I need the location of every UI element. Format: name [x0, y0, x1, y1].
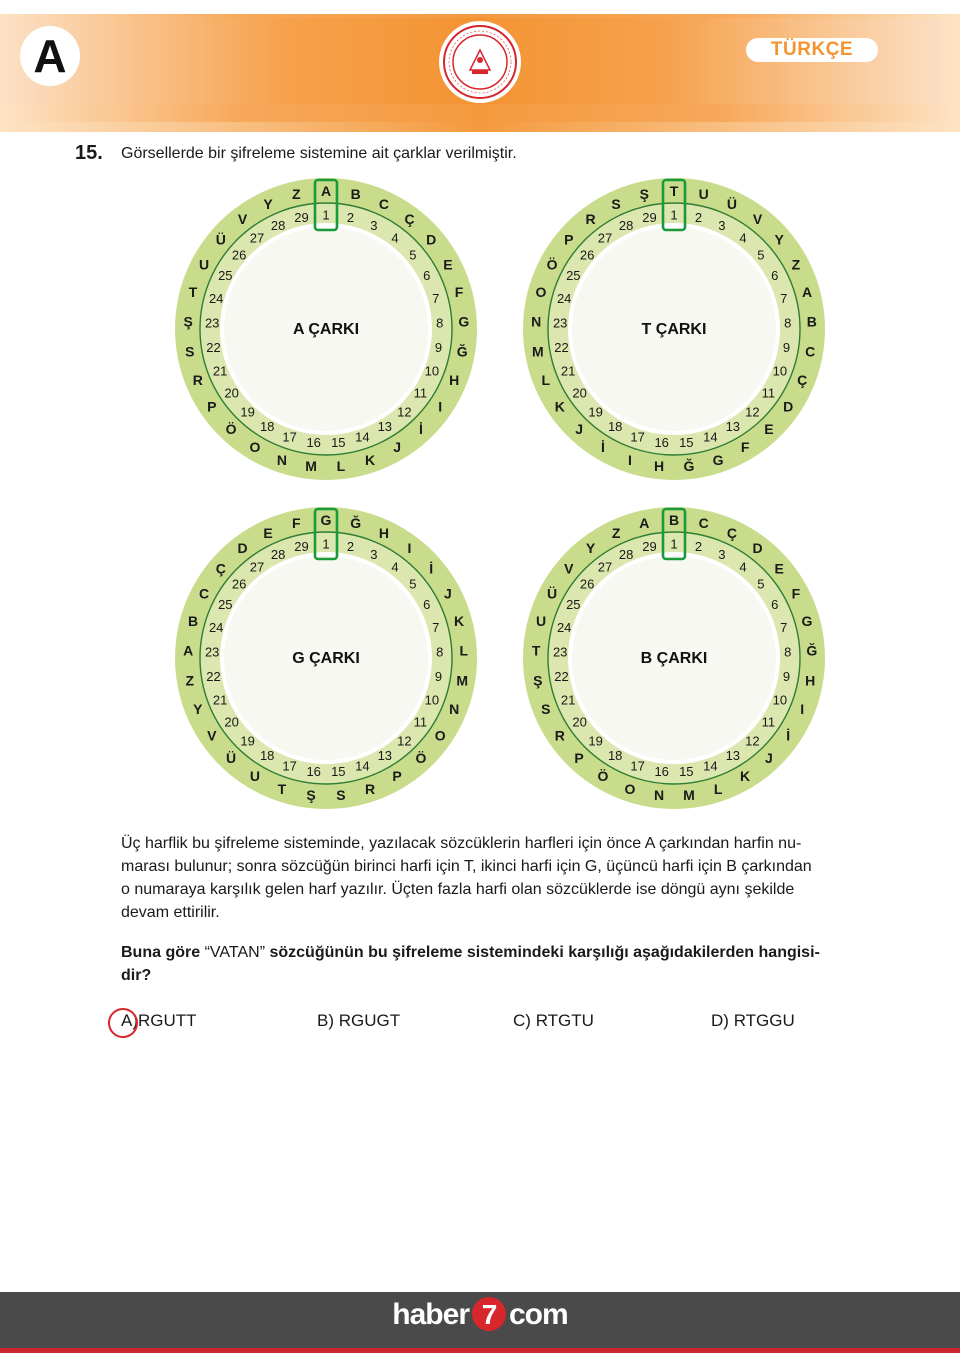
wheel-number: 11: [761, 714, 776, 730]
wheel-letter: Ş: [533, 672, 543, 689]
paragraph-line: o numaraya karşılık gelen harf yazılır. Üçten fazla harfi olan sözcüklerde ise döngü aynı şekilde: [121, 881, 795, 898]
wheel-title: B ÇARKI: [640, 650, 708, 667]
wheel-letter: Ğ: [683, 458, 695, 475]
wheel-letter: Y: [193, 701, 203, 718]
wheel-letter: U: [249, 768, 260, 785]
wheel-number: 8: [436, 644, 444, 660]
wheel-letter: N: [449, 701, 460, 718]
wheel-number: 28: [618, 218, 634, 233]
wheel-letter: S: [611, 195, 621, 212]
wheel-letter: Z: [791, 256, 801, 273]
wheel-letter: Ö: [597, 768, 609, 785]
wheel-number: 18: [607, 419, 623, 435]
wheel-number: 20: [572, 714, 587, 730]
wheel-title: G ÇARKI: [292, 650, 360, 667]
wheel-letter: I: [438, 398, 443, 415]
wheel-letter: O: [434, 727, 446, 744]
wheel-letter: C: [378, 195, 389, 212]
wheel-number: 10: [772, 363, 788, 379]
option-d[interactable]: [711, 1011, 795, 1031]
wheel-letter: V: [237, 211, 248, 228]
wheel-number: 29: [642, 539, 657, 555]
wheel-number: 2: [346, 539, 355, 555]
wheel-letter: B: [350, 186, 361, 203]
wheel-letter: K: [740, 768, 751, 785]
wheel-number: 29: [294, 210, 309, 226]
wheel-number: 22: [554, 339, 569, 355]
prompt-bold-end: sözcüğünün bu şifreleme sistemindeki karşılığı aşağıdakilerden hangisi-: [269, 944, 820, 961]
wheel-number: 6: [423, 268, 431, 284]
wheel-letter: O: [535, 284, 547, 301]
wheel-number: 7: [780, 620, 788, 635]
wheel-number: 17: [630, 758, 645, 774]
cipher-wheel: [523, 178, 825, 480]
wheel-number: 12: [745, 404, 760, 420]
wheel-number: 20: [224, 385, 239, 401]
wheel-title: A ÇARKI: [292, 321, 360, 338]
wheel-letter: P: [564, 231, 574, 248]
wheel-number: 26: [579, 247, 595, 263]
wheel-letter: N: [531, 313, 542, 330]
wheel-number: 29: [642, 210, 657, 226]
option-label: C): [513, 1011, 531, 1030]
wheel-number: 2: [346, 210, 355, 226]
wheel-number: 13: [377, 748, 393, 764]
wheel-letter: C: [698, 515, 709, 532]
wheel-number: 19: [240, 733, 255, 749]
wheel-number: 9: [782, 668, 791, 684]
wheel-letter: Ğ: [350, 515, 362, 532]
wheel-letter: İ: [786, 727, 791, 744]
wheel-letter: T: [188, 284, 198, 301]
option-label: D): [711, 1011, 729, 1030]
wheel-number: 18: [259, 748, 275, 764]
wheel-letter: G: [320, 512, 332, 528]
wheel-number: 4: [739, 230, 747, 246]
wheel-number: 29: [294, 539, 309, 555]
brand-seven: 7: [472, 1297, 506, 1331]
wheel-letter: C: [199, 585, 210, 602]
wheel-letter: K: [365, 451, 376, 468]
wheel-number: 27: [597, 559, 613, 575]
wheel-number: 20: [572, 385, 587, 401]
wheel-number: 23: [552, 644, 568, 660]
wheel-letter: H: [805, 672, 816, 689]
wheel-number: 5: [409, 576, 417, 592]
wheel-number: 23: [552, 315, 568, 331]
wheel-letter: P: [574, 750, 584, 767]
wheel-number: 10: [772, 692, 788, 708]
wheel-letter: A: [183, 642, 194, 659]
wheel-number: 16: [306, 763, 321, 779]
option-text: RGUGT: [338, 1011, 401, 1030]
wheel-number: 12: [397, 404, 412, 420]
wheel-letter: P: [392, 768, 402, 785]
question-intro: Görsellerde bir şifreleme sistemine ait çarklar verilmiştir.: [121, 145, 517, 162]
paragraph-line: devam ettirilir.: [121, 904, 220, 921]
paragraph-line: marası bulunur; sonra sözcüğün birinci harfi için T, ikinci harfi için G, üçüncü harfi için B çarkından: [121, 858, 812, 875]
wheel-number: 1: [322, 536, 330, 552]
wheel-letter: S: [336, 787, 346, 804]
wheel-number: 27: [249, 559, 265, 575]
option-label: A): [121, 1011, 138, 1030]
option-c[interactable]: [513, 1011, 594, 1031]
wheel-number: 28: [270, 547, 286, 562]
wheel-number: 18: [607, 748, 623, 764]
wheel-number: 25: [218, 268, 233, 284]
wheel-letter: Ü: [726, 195, 737, 212]
wheel-letter: F: [292, 515, 301, 532]
wheel-letter: R: [192, 372, 203, 389]
wheel-number: 22: [206, 339, 221, 355]
wheel-number: 3: [718, 547, 726, 562]
wheel-number: 17: [282, 758, 297, 774]
wheel-number: 18: [259, 419, 275, 435]
wheel-number: 4: [391, 559, 399, 575]
wheel-number: 16: [654, 434, 669, 450]
wheel-number: 10: [424, 692, 440, 708]
wheel-number: 5: [757, 576, 765, 592]
wheel-number: 15: [331, 434, 346, 450]
wheel-letter: L: [459, 642, 469, 659]
wheel-letter: Z: [611, 524, 621, 541]
wheel-letter: R: [554, 727, 565, 744]
wheel-letter: F: [791, 585, 801, 602]
wheel-number: 27: [249, 230, 265, 246]
wheel-letter: H: [378, 524, 389, 541]
wheel-letter: P: [207, 398, 217, 415]
wheel-number: 5: [757, 247, 765, 263]
wheel-number: 25: [566, 597, 581, 613]
wheel-number: 9: [434, 668, 443, 684]
wheel-letter: Ş: [639, 186, 649, 203]
wheel-letter: J: [765, 750, 773, 767]
wheel-letter: Ö: [415, 750, 427, 767]
wheel-letter: O: [249, 439, 261, 456]
wheel-number: 17: [282, 429, 297, 445]
wheel-number: 26: [579, 576, 595, 592]
wheel-number: 22: [206, 668, 221, 684]
prompt-bold-start: Buna göre: [121, 944, 201, 961]
wheel-letter: M: [456, 672, 469, 689]
wheel-letter: G: [712, 451, 724, 468]
wheel-letter: Ş: [183, 313, 193, 330]
wheel-letter: Z: [292, 186, 301, 203]
wheel-letter: A: [639, 515, 650, 532]
wheel-number: 1: [322, 207, 330, 223]
wheel-letter: A: [320, 183, 332, 199]
wheel-number: 7: [432, 291, 440, 306]
wheel-number: 21: [560, 692, 576, 708]
wheel-number: 13: [725, 748, 741, 764]
wheel-letter: Ü: [547, 585, 558, 602]
wheel-number: 12: [745, 733, 760, 749]
prompt-bold-line2: dir?: [121, 967, 152, 984]
wheel-number: 6: [771, 268, 779, 284]
wheel-number: 19: [240, 404, 255, 420]
wheel-number: 15: [679, 763, 694, 779]
wheel-letter: Ç: [797, 372, 808, 389]
wheel-title: T ÇARKI: [641, 321, 707, 338]
wheel-letter: Y: [263, 195, 273, 212]
wheel-number: 25: [218, 597, 233, 613]
wheel-letter: U: [535, 613, 547, 630]
wheel-letter: İ: [418, 421, 423, 438]
option-text: RTGGU: [733, 1011, 795, 1030]
wheel-letter: F: [454, 284, 464, 301]
wheel-number: 28: [618, 547, 634, 562]
wheel-letter: İ: [429, 560, 434, 577]
wheel-letter: E: [263, 524, 273, 541]
answer-mark-circle: [108, 1008, 138, 1038]
wheel-letter: Y: [774, 231, 784, 248]
wheel-letter: L: [336, 458, 346, 475]
wheel-number: 21: [560, 363, 576, 379]
subject-label: TÜRKÇE: [746, 38, 878, 62]
wheel-number: 13: [725, 419, 741, 435]
wheel-letter: V: [207, 727, 217, 744]
wheel-letter: I: [800, 701, 805, 718]
wheel-letter: D: [237, 540, 248, 557]
wheel-number: 14: [355, 429, 370, 445]
wheel-letter: C: [805, 343, 816, 360]
wheel-number: 6: [423, 597, 431, 613]
wheel-letter: K: [554, 398, 565, 415]
wheel-letter: M: [305, 458, 317, 475]
wheel-number: 8: [784, 644, 792, 660]
wheel-number: 5: [409, 247, 417, 263]
wheel-letter: M: [531, 343, 544, 360]
wheel-number: 4: [739, 559, 747, 575]
wheel-number: 6: [771, 597, 779, 613]
wheel-letter: H: [654, 458, 665, 475]
brand-logo: [0, 1297, 960, 1332]
wheel-number: 24: [208, 291, 224, 306]
brand-left: haber: [392, 1298, 469, 1331]
wheel-letter: A: [801, 284, 813, 301]
wheel-letter: D: [752, 540, 763, 557]
wheel-letter: L: [713, 780, 723, 797]
wheel-letter: D: [783, 398, 794, 415]
wheel-letter: R: [585, 211, 596, 228]
wheel-letter: L: [541, 372, 551, 389]
wheel-number: 21: [212, 363, 228, 379]
prompt-quote: “VATAN”: [204, 944, 266, 961]
wheel-number: 22: [554, 668, 569, 684]
wheel-number: 10: [424, 363, 440, 379]
wheel-number: 27: [597, 230, 613, 246]
wheel-number: 2: [694, 210, 703, 226]
wheel-number: 15: [331, 763, 346, 779]
booklet-letter: A: [33, 30, 67, 82]
wheel-letter: J: [444, 585, 452, 602]
cipher-wheel: [175, 178, 477, 480]
wheel-number: 23: [204, 315, 220, 331]
cipher-wheel: [523, 507, 825, 809]
wheel-letter: Ç: [404, 211, 415, 228]
wheel-letter: D: [426, 231, 437, 248]
wheel-letter: S: [541, 701, 551, 718]
option-text: RGUTT: [138, 1011, 197, 1030]
wheel-number: 11: [761, 385, 776, 401]
wheel-number: 8: [436, 315, 444, 331]
wheel-number: 3: [370, 218, 378, 233]
wheel-letter: B: [806, 313, 817, 330]
wheel-letter: Ç: [726, 524, 737, 541]
wheel-number: 9: [434, 339, 443, 355]
wheel-number: 11: [413, 385, 428, 401]
wheel-number: 26: [231, 247, 247, 263]
wheel-letter: Ğ: [806, 642, 818, 659]
wheel-number: 21: [212, 692, 228, 708]
wheel-number: 24: [556, 620, 572, 635]
wheel-letter: T: [669, 183, 679, 199]
question-number: 15.: [75, 142, 103, 164]
wheel-number: 15: [679, 434, 694, 450]
wheel-letter: B: [668, 512, 680, 528]
wheel-letter: V: [564, 560, 574, 577]
wheel-letter: T: [531, 642, 541, 659]
wheel-number: 7: [432, 620, 440, 635]
wheel-letter: U: [199, 256, 210, 273]
wheel-number: 4: [391, 230, 399, 246]
wheel-number: 2: [694, 539, 703, 555]
wheel-number: 13: [377, 419, 393, 435]
wheel-letter: O: [624, 780, 636, 797]
wheel-number: 3: [718, 218, 726, 233]
wheel-letter: S: [185, 343, 195, 360]
wheel-letter: G: [458, 313, 470, 330]
wheel-letter: Ç: [215, 560, 226, 577]
question-prompt: [121, 941, 891, 987]
wheel-number: 19: [588, 404, 603, 420]
wheel-number: 9: [782, 339, 791, 355]
wheel-letter: F: [740, 439, 750, 456]
wheel-letter: Z: [185, 672, 195, 689]
wheel-number: 7: [780, 291, 788, 306]
option-label: B): [317, 1011, 334, 1030]
wheel-number: 3: [370, 547, 378, 562]
wheel-number: 1: [670, 536, 678, 552]
wheel-letter: E: [443, 256, 453, 273]
wheel-number: 24: [556, 291, 572, 306]
wheel-letter: N: [276, 451, 287, 468]
wheel-number: 11: [413, 714, 428, 730]
wheel-letter: V: [752, 211, 763, 228]
wheel-number: 12: [397, 733, 412, 749]
wheel-number: 16: [306, 434, 321, 450]
wheel-letter: H: [449, 372, 460, 389]
wheel-letter: E: [764, 421, 774, 438]
option-text: RTGTU: [535, 1011, 594, 1030]
wheel-number: 16: [654, 763, 669, 779]
brand-right: com: [509, 1298, 568, 1331]
wheel-letter: N: [654, 787, 665, 804]
question-paragraph: [121, 832, 891, 924]
wheel-number: 25: [566, 268, 581, 284]
wheel-number: 28: [270, 218, 286, 233]
wheel-letter: I: [627, 451, 632, 468]
footer-accent-line: [0, 1348, 960, 1353]
wheel-number: 24: [208, 620, 224, 635]
wheel-letter: M: [683, 787, 695, 804]
option-b[interactable]: [317, 1011, 400, 1031]
wheel-letter: J: [575, 421, 583, 438]
cipher-wheel: [175, 507, 477, 809]
wheel-letter: Ü: [226, 750, 237, 767]
wheel-letter: Ö: [546, 256, 558, 273]
wheel-letter: Ş: [306, 787, 316, 804]
wheel-number: 26: [231, 576, 247, 592]
wheel-number: 23: [204, 644, 220, 660]
wheel-letter: E: [774, 560, 784, 577]
wheel-number: 14: [355, 758, 370, 774]
wheel-letter: Y: [585, 540, 596, 557]
wheel-number: 20: [224, 714, 239, 730]
wheel-letter: Ğ: [456, 343, 468, 360]
wheel-number: 1: [670, 207, 678, 223]
wheel-letter: J: [393, 439, 401, 456]
wheel-letter: B: [187, 613, 199, 630]
wheel-letter: U: [698, 186, 709, 203]
wheel-letter: İ: [600, 439, 605, 456]
wheel-number: 19: [588, 733, 603, 749]
wheel-number: 8: [784, 315, 792, 331]
paragraph-line: Üç harflik bu şifreleme sisteminde, yazılacak sözcüklerin harfleri için önce A çarkından harfin nu-: [121, 835, 802, 852]
wheel-number: 14: [703, 429, 718, 445]
wheel-letter: R: [365, 780, 376, 797]
wheel-letter: Ü: [215, 231, 226, 248]
wheel-letter: I: [407, 540, 412, 557]
wheel-number: 17: [630, 429, 645, 445]
wheel-letter: T: [277, 780, 287, 797]
wheel-letter: K: [453, 613, 465, 630]
wheel-letter: Ö: [225, 421, 237, 438]
wheel-number: 14: [703, 758, 718, 774]
wheel-letter: G: [801, 613, 813, 630]
